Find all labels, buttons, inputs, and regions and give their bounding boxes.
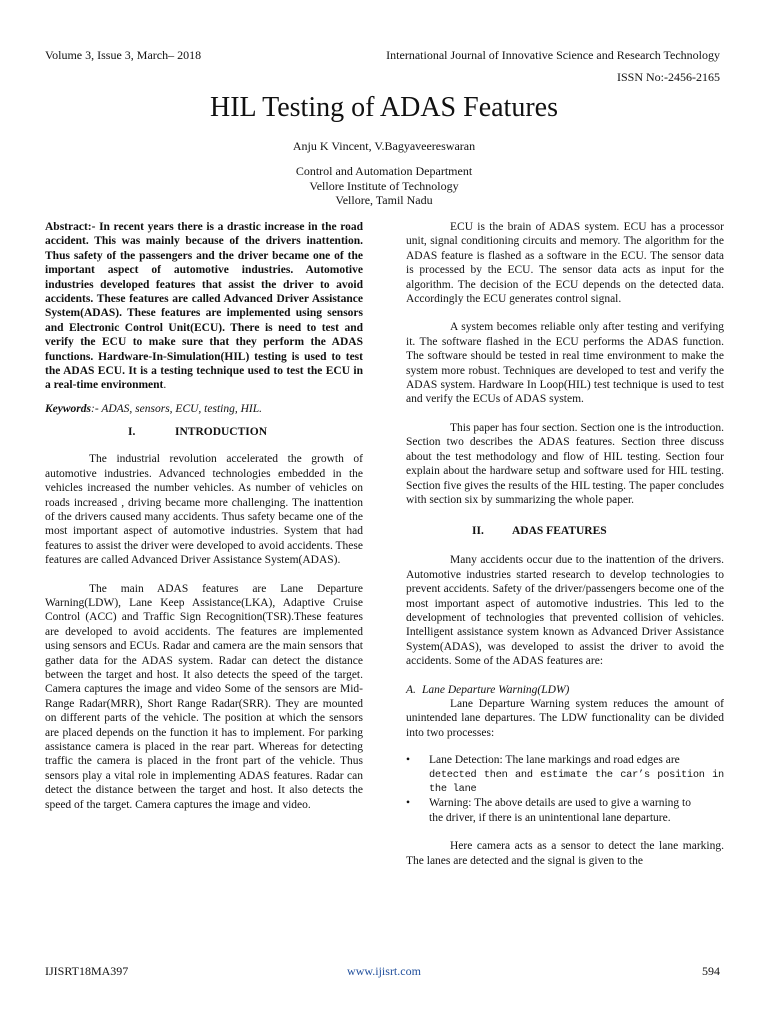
abstract: [45, 220, 363, 393]
subsection-a-heading: [406, 683, 724, 697]
abstract-text: - In recent years there is a drastic increase in the road accident. This was mainly because of the drivers inattention. Thus safety of the passengers and the driver became one of the important aspect of automotive industries. Automotive industries developed features that assist the driver to avoid accidents. These features are called Advanced Driver Assistance System(ADAS). These features are implemented using sensors and Electronic Control Unit(ECU). There is need to test and verify the ECU to make sure that they perform the ADAS functions. Hardware-In-Simulation(HIL) testing is used to test the ADAS ECU. It is a testing technique used to test the ECU in a real-time environment: [45, 221, 363, 392]
section-2-number: II.: [472, 525, 484, 538]
section-2-title: ADAS FEATURES: [512, 525, 607, 538]
bullet-icon: •: [406, 797, 411, 810]
abstract-label: Abstract:: [45, 221, 92, 233]
list-item: [406, 796, 724, 825]
section-2-heading: [406, 524, 724, 538]
right-column: [406, 220, 724, 868]
affiliation-department: Control and Automation Department: [295, 164, 473, 178]
intro-paragraph-3: ECU is the brain of ADAS system. ECU has a processor unit, signal conditioning circuits and memory. The algorithm for the ADAS feature is flashed as a software in the ECU. The sensor data is processed by the ECU. The sensor data acts as input for the algorithm. The decision of the ECU depends on the detected data. Accordingly the ECU generates control signal.: [406, 221, 724, 306]
authors: Anju K Vincent, V.Bagyaveereswaran: [292, 139, 476, 153]
section-1-number: I.: [128, 426, 136, 439]
subsection-a-title: Lane Departure Warning(LDW): [422, 683, 570, 696]
ldw-paragraph: Lane Departure Warning system reduces the amount of unintended lane departures. The LDW functionality can be divided into two processes:: [406, 697, 724, 739]
bullet-1-line-2: detected then and estimate the car’s position in the lane: [429, 768, 724, 795]
affiliation-institute: Vellore Institute of Technology: [309, 178, 459, 193]
camera-paragraph: Here camera acts as a sensor to detect the lane marking. The lanes are detected and the signal is given to the: [406, 840, 724, 867]
keywords: [45, 402, 363, 416]
subsection-a-label: A.: [406, 683, 416, 696]
paper-title: HIL Testing of ADAS Features: [209, 92, 558, 123]
affiliation-location: Vellore, Tamil Nadu: [335, 193, 433, 207]
bullet-1-line-1: Lane Detection: The lane markings and road edges are: [429, 754, 680, 767]
paper-code: IJISRT18MA397: [45, 964, 129, 978]
abstract-end: .: [163, 379, 167, 392]
keywords-text: :- ADAS, sensors, ECU, testing, HIL.: [91, 402, 263, 415]
volume-info: Volume 3, Issue 3, March– 2018: [45, 48, 202, 62]
journal-name: International Journal of Innovative Science and Research Technology: [386, 48, 720, 62]
left-column: [45, 220, 363, 812]
section-1-title: INTRODUCTION: [175, 426, 268, 439]
intro-paragraph-2: The main ADAS features are Lane Departure Warning(LDW), Lane Keep Assistance(LKA), Adaptive Cruise Control (ACC) and Traffic Sign Recognition(TSR).These features are developed to avoid accidents. The features are implemented using sensors and ECUs. Radar and camera are the main sensors that gather data for the ADAS system. Radar can detect the distance between the target and host. It also detects the speed of the target. Camera captures the image and video Some of the sensors are Mid-Range Radar(MRR), Short Range Radar(SRR). They are mounted on different parts of the vehicle. The position at which the sensors are placed depends on the function it has to implement. For parking assistance camera is placed in the rear part. Whereas for detecting traffic the camera is placed in the front part of the vehicle. Thus sensors play a vital role in implementing ADAS features. Radar can detect the distance between the target and host. It also detects the speed of the target. Camera captures the image and video.: [45, 582, 363, 811]
section-1-heading: [45, 425, 363, 439]
bullet-2-line-1: Warning: The above details are used to give a warning to: [429, 797, 692, 810]
journal-url-wrapper: [0, 964, 768, 978]
issn: ISSN No:-2456-2165: [616, 70, 720, 84]
ldw-bullet-list: [406, 753, 724, 825]
bullet-icon: •: [406, 754, 411, 767]
keywords-label: Keywords: [45, 402, 91, 415]
page-number: 594: [702, 964, 720, 978]
journal-url-link[interactable]: www.ijisrt.com: [347, 964, 421, 978]
intro-paragraph-4: A system becomes reliable only after testing and verifying it. The software flashed in the ECU performs the ADAS function. The software should be tested in real time environment to make the system more robust. Techniques are developed to test and verify the ADAS system. Hardware In Loop(HIL) test technique is used to test and verify the ECUs of ADAS system.: [406, 321, 724, 406]
intro-paragraph-5: This paper has four section. Section one is the introduction. Section two describes the ADAS features. Section three discuss about the test methodology and flow of HIL testing. Section four explain about the hardware setup and software used for HIL testing. Section five gives the results of the HIL testing. The paper concludes with section six by summarizing the whole paper.: [406, 421, 724, 506]
bullet-2-line-2: the driver, if there is an unintentional lane departure.: [429, 811, 671, 824]
intro-paragraph-1: The industrial revolution accelerated the growth of automotive industries. Advanced technologies embedded in the vehicles increased the number vehicles. As number of vehicles on roads increased , driving became more challenging. The inattention of the drivers caused many accidents. Thus safety became one of the most important aspect of automotive industries. System that had features to assist the driver were developed to avoid accidents. These features are called Advanced Driver Assistance System(ADAS).: [45, 453, 363, 567]
adas-paragraph-1: Many accidents occur due to the inattention of the drivers. Automotive industries started research to develop technologies to prevent accidents. Safety of the driver/passengers become one of the most important aspect of automotive industries. This led to the development of technologies that prevented collision of vehicles. Intelligent assistance system known as Advanced Driver Assistance System(ADAS), was developed to assist the driver to avoid the accidents. Some of the ADAS features are:: [406, 554, 724, 668]
list-item: [406, 753, 724, 796]
